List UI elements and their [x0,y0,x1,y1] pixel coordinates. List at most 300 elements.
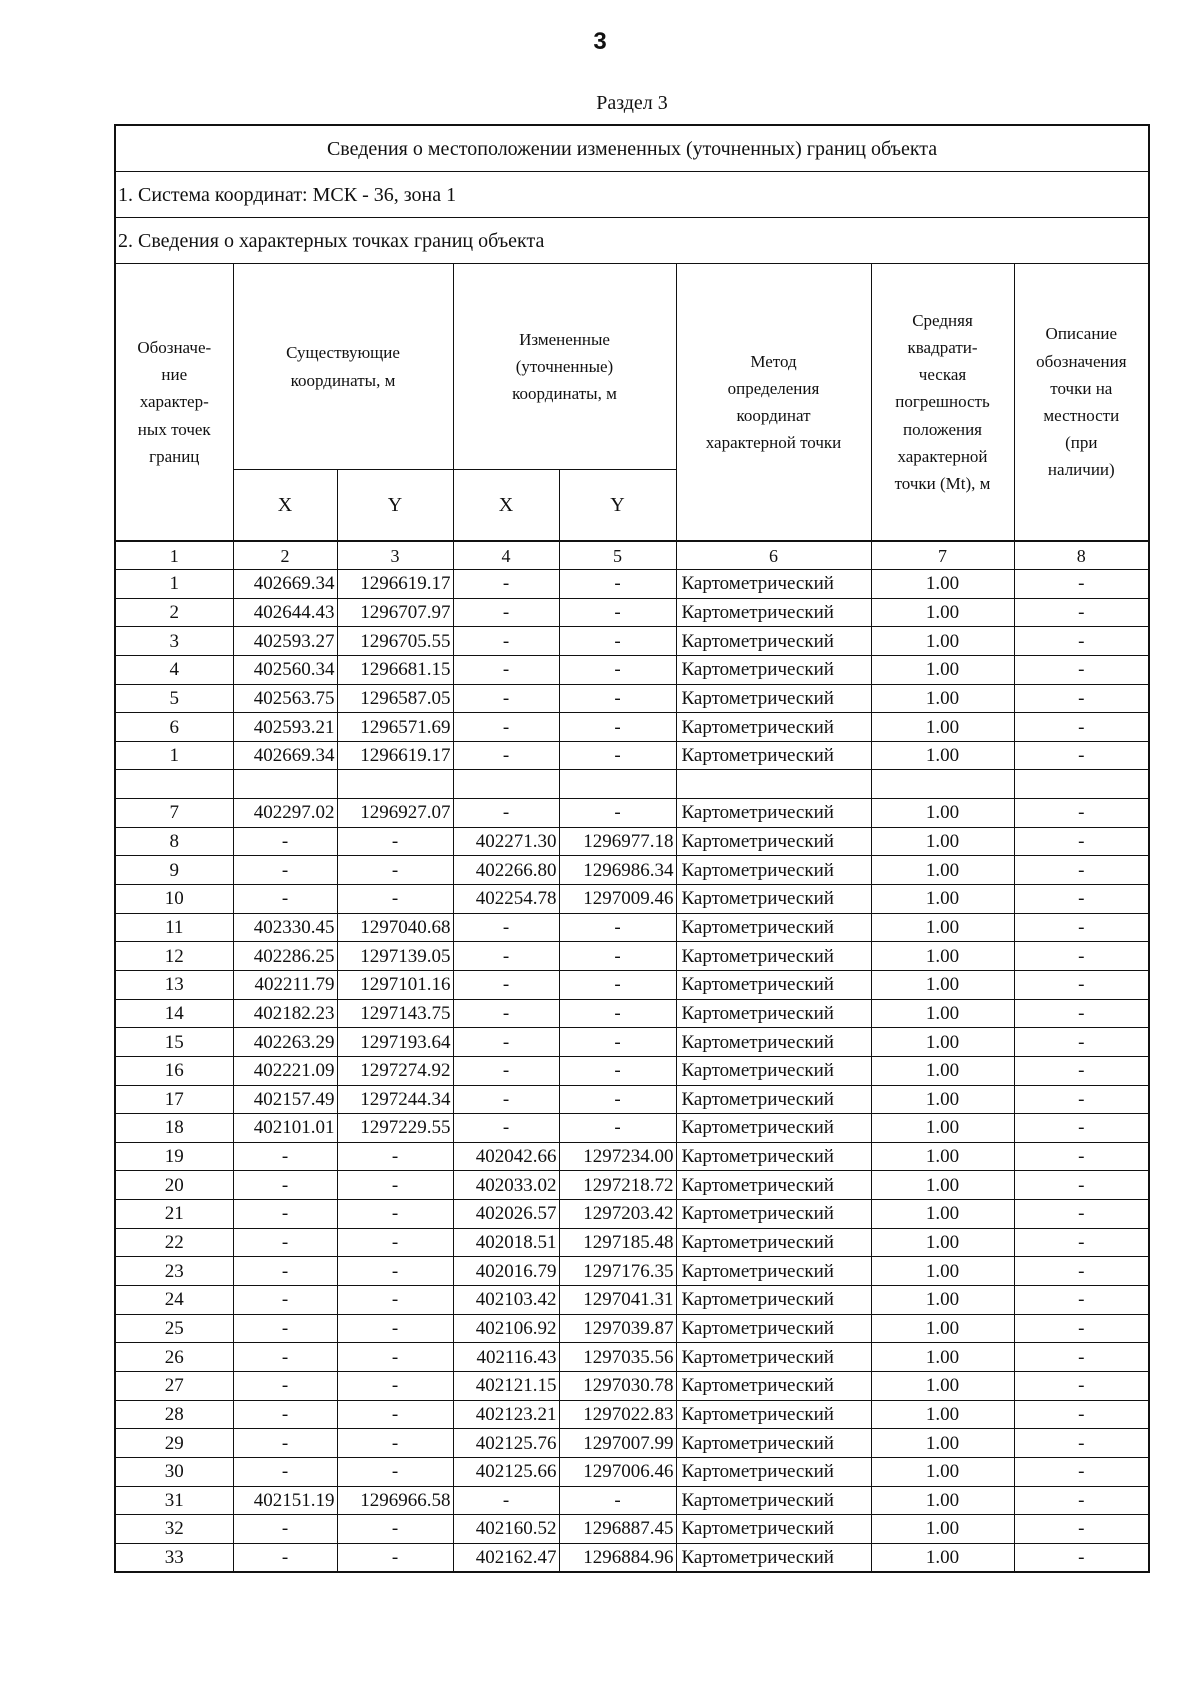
table-row [115,1515,1149,1544]
error-cell: 1.00 [871,999,1014,1028]
existing-x-cell: - [233,827,337,856]
table-row [115,1114,1149,1143]
changed-x-cell: 402160.52 [453,1515,559,1544]
point-id-cell: 17 [115,1085,233,1114]
header-changed-y: Y [559,470,676,542]
changed-y-cell: 1297176.35 [559,1257,676,1286]
section-title: Раздел 3 [596,92,668,114]
error-cell: 1.00 [871,1228,1014,1257]
point-id-cell: 28 [115,1400,233,1429]
description-cell: - [1014,1543,1149,1572]
changed-y-cell: 1297218.72 [559,1171,676,1200]
error-cell: 1.00 [871,1257,1014,1286]
changed-y-cell: 1297234.00 [559,1142,676,1171]
existing-x-cell: - [233,1228,337,1257]
point-id-cell: 21 [115,1200,233,1229]
table-row [115,1056,1149,1085]
changed-x-cell: - [453,913,559,942]
point-id-cell: 1 [115,570,233,599]
header-point-designation: Обозначе- ние характер- ных точек границ [115,264,233,542]
error-cell: 1.00 [871,799,1014,828]
method-cell: Картометрический [676,1028,871,1057]
description-cell: - [1014,1142,1149,1171]
existing-y-cell [337,770,453,799]
existing-x-cell: 402563.75 [233,684,337,713]
existing-y-cell: 1297143.75 [337,999,453,1028]
error-cell [871,770,1014,799]
existing-y-cell: - [337,1142,453,1171]
changed-x-cell: 402106.92 [453,1314,559,1343]
description-cell: - [1014,1200,1149,1229]
point-id-cell: 27 [115,1371,233,1400]
method-cell [676,770,871,799]
method-cell: Картометрический [676,1343,871,1372]
description-cell: - [1014,713,1149,742]
method-cell: Картометрический [676,1142,871,1171]
method-cell: Картометрический [676,1314,871,1343]
table-row [115,627,1149,656]
changed-y-cell: - [559,684,676,713]
changed-y-cell: - [559,913,676,942]
existing-x-cell: - [233,1457,337,1486]
header-changed-x: X [453,470,559,542]
table-row [115,1371,1149,1400]
existing-x-cell: - [233,856,337,885]
method-cell: Картометрический [676,1228,871,1257]
existing-x-cell: - [233,1142,337,1171]
point-id-cell: 20 [115,1171,233,1200]
point-id-cell: 16 [115,1056,233,1085]
changed-x-cell: 402018.51 [453,1228,559,1257]
method-cell: Картометрический [676,885,871,914]
changed-y-cell: 1297039.87 [559,1314,676,1343]
changed-x-cell: - [453,799,559,828]
changed-x-cell: 402042.66 [453,1142,559,1171]
changed-y-cell: - [559,1028,676,1057]
table-row [115,770,1149,799]
point-id-cell: 5 [115,684,233,713]
table-row [115,885,1149,914]
table-row [115,1200,1149,1229]
changed-y-cell: - [559,1056,676,1085]
changed-x-cell: 402162.47 [453,1543,559,1572]
description-cell: - [1014,1343,1149,1372]
error-cell: 1.00 [871,1515,1014,1544]
point-id-cell: 3 [115,627,233,656]
table-row [115,913,1149,942]
existing-y-cell: - [337,1171,453,1200]
method-cell: Картометрический [676,970,871,999]
existing-y-cell: 1296705.55 [337,627,453,656]
coord-system-row: 1. Система координат: МСК - 36, зона 1 [115,172,1149,218]
existing-x-cell: - [233,1543,337,1572]
existing-y-cell: - [337,827,453,856]
page-number: 3 [593,28,607,55]
existing-x-cell: - [233,885,337,914]
points-section-title: 2. Сведения о характерных точках границ объекта [115,218,1149,264]
existing-y-cell: 1297139.05 [337,942,453,971]
existing-y-cell: 1297040.68 [337,913,453,942]
existing-x-cell: - [233,1286,337,1315]
existing-x-cell: 402151.19 [233,1486,337,1515]
changed-x-cell: - [453,1028,559,1057]
error-cell: 1.00 [871,1028,1014,1057]
changed-y-cell: - [559,999,676,1028]
point-id-cell: 30 [115,1457,233,1486]
changed-y-cell: 1297035.56 [559,1343,676,1372]
method-cell: Картометрический [676,655,871,684]
point-id-cell: 11 [115,913,233,942]
table-row [115,1400,1149,1429]
column-number: 1 [115,541,233,570]
error-cell: 1.00 [871,856,1014,885]
changed-x-cell: - [453,713,559,742]
existing-y-cell: - [337,1314,453,1343]
description-cell: - [1014,885,1149,914]
description-cell: - [1014,684,1149,713]
column-number: 8 [1014,541,1149,570]
changed-y-cell [559,770,676,799]
existing-x-cell: - [233,1400,337,1429]
changed-y-cell: 1297022.83 [559,1400,676,1429]
error-cell: 1.00 [871,885,1014,914]
existing-x-cell: 402211.79 [233,970,337,999]
existing-x-cell: 402297.02 [233,799,337,828]
changed-y-cell: 1297203.42 [559,1200,676,1229]
header-existing-x: X [233,470,337,542]
table-row [115,684,1149,713]
description-cell: - [1014,1486,1149,1515]
column-number: 6 [676,541,871,570]
description-cell: - [1014,1085,1149,1114]
description-cell: - [1014,1314,1149,1343]
existing-x-cell: - [233,1515,337,1544]
method-cell: Картометрический [676,1171,871,1200]
header-existing-coordinates: Существующие координаты, м [233,264,453,470]
table-row [115,799,1149,828]
description-cell: - [1014,627,1149,656]
error-cell: 1.00 [871,627,1014,656]
error-cell: 1.00 [871,1200,1014,1229]
existing-y-cell: - [337,1286,453,1315]
existing-x-cell: - [233,1200,337,1229]
description-cell: - [1014,1400,1149,1429]
description-cell: - [1014,856,1149,885]
existing-y-cell: - [337,1515,453,1544]
existing-y-cell: - [337,1257,453,1286]
existing-x-cell: 402221.09 [233,1056,337,1085]
point-id-cell: 33 [115,1543,233,1572]
table-row [115,827,1149,856]
changed-y-cell: - [559,970,676,999]
existing-y-cell: 1296927.07 [337,799,453,828]
point-id-cell: 32 [115,1515,233,1544]
changed-x-cell: - [453,970,559,999]
existing-x-cell: 402263.29 [233,1028,337,1057]
error-cell: 1.00 [871,1171,1014,1200]
error-cell: 1.00 [871,1286,1014,1315]
table-row [115,1286,1149,1315]
changed-x-cell: 402103.42 [453,1286,559,1315]
existing-x-cell: 402560.34 [233,655,337,684]
changed-y-cell: 1296977.18 [559,827,676,856]
error-cell: 1.00 [871,741,1014,770]
changed-x-cell: 402123.21 [453,1400,559,1429]
changed-x-cell: 402116.43 [453,1343,559,1372]
changed-y-cell: - [559,799,676,828]
table-row [115,655,1149,684]
changed-y-cell: - [559,598,676,627]
table-title: Сведения о местоположении измененных (уточненных) границ объекта [115,125,1149,172]
point-id-cell: 23 [115,1257,233,1286]
point-id-cell: 13 [115,970,233,999]
changed-y-cell: - [559,1114,676,1143]
method-cell: Картометрический [676,1457,871,1486]
table-row [115,1228,1149,1257]
error-cell: 1.00 [871,1457,1014,1486]
changed-x-cell: 402033.02 [453,1171,559,1200]
changed-y-cell: - [559,570,676,599]
point-id-cell: 29 [115,1429,233,1458]
description-cell: - [1014,799,1149,828]
error-cell: 1.00 [871,713,1014,742]
description-cell: - [1014,1056,1149,1085]
existing-x-cell: 402182.23 [233,999,337,1028]
description-cell: - [1014,1429,1149,1458]
existing-x-cell: 402157.49 [233,1085,337,1114]
description-cell [1014,770,1149,799]
error-cell: 1.00 [871,827,1014,856]
existing-y-cell: - [337,856,453,885]
existing-y-cell: 1296587.05 [337,684,453,713]
changed-x-cell: - [453,598,559,627]
description-cell: - [1014,1228,1149,1257]
table-row [115,1343,1149,1372]
method-cell: Картометрический [676,684,871,713]
changed-x-cell: - [453,684,559,713]
changed-y-cell: - [559,1085,676,1114]
table-row [115,856,1149,885]
changed-y-cell: 1297185.48 [559,1228,676,1257]
existing-y-cell: 1296681.15 [337,655,453,684]
changed-x-cell: - [453,1085,559,1114]
method-cell: Картометрический [676,1200,871,1229]
column-number: 4 [453,541,559,570]
existing-y-cell: - [337,885,453,914]
changed-y-cell: - [559,655,676,684]
method-cell: Картометрический [676,1286,871,1315]
description-cell: - [1014,999,1149,1028]
table-row [115,570,1149,599]
method-cell: Картометрический [676,942,871,971]
existing-x-cell: 402330.45 [233,913,337,942]
column-number-row [115,541,1149,570]
column-number: 2 [233,541,337,570]
changed-y-cell: 1297007.99 [559,1429,676,1458]
error-cell: 1.00 [871,942,1014,971]
existing-y-cell: - [337,1543,453,1572]
existing-y-cell: - [337,1400,453,1429]
column-number: 7 [871,541,1014,570]
changed-x-cell: - [453,1114,559,1143]
changed-y-cell: 1297009.46 [559,885,676,914]
changed-x-cell: - [453,655,559,684]
description-cell: - [1014,655,1149,684]
existing-y-cell: 1296571.69 [337,713,453,742]
existing-y-cell: - [337,1343,453,1372]
existing-y-cell: 1297229.55 [337,1114,453,1143]
error-cell: 1.00 [871,1543,1014,1572]
description-cell: - [1014,1171,1149,1200]
header-changed-coordinates: Измененные (уточненные) координаты, м [453,264,676,470]
existing-y-cell: - [337,1371,453,1400]
description-cell: - [1014,741,1149,770]
error-cell: 1.00 [871,598,1014,627]
table-row [115,942,1149,971]
point-id-cell: 15 [115,1028,233,1057]
changed-y-cell: 1296986.34 [559,856,676,885]
table-row [115,1543,1149,1572]
method-cell: Картометрический [676,570,871,599]
table-row [115,1028,1149,1057]
existing-y-cell: 1296966.58 [337,1486,453,1515]
existing-x-cell: 402593.21 [233,713,337,742]
error-cell: 1.00 [871,1085,1014,1114]
column-number: 3 [337,541,453,570]
description-cell: - [1014,570,1149,599]
changed-y-cell: - [559,741,676,770]
changed-y-cell: - [559,627,676,656]
changed-x-cell: 402016.79 [453,1257,559,1286]
description-cell: - [1014,913,1149,942]
changed-y-cell: - [559,942,676,971]
method-cell: Картометрический [676,1371,871,1400]
existing-x-cell: - [233,1371,337,1400]
changed-x-cell: 402266.80 [453,856,559,885]
existing-y-cell: - [337,1457,453,1486]
table-row [115,1142,1149,1171]
description-cell: - [1014,1286,1149,1315]
point-id-cell: 6 [115,713,233,742]
changed-x-cell: - [453,570,559,599]
changed-y-cell: 1297006.46 [559,1457,676,1486]
method-cell: Картометрический [676,1429,871,1458]
header-existing-y: Y [337,470,453,542]
point-id-cell: 10 [115,885,233,914]
method-cell: Картометрический [676,1543,871,1572]
header-description: Описание обозначения точки на местности (при наличии) [1014,264,1149,542]
point-id-cell: 26 [115,1343,233,1372]
changed-x-cell: - [453,627,559,656]
changed-x-cell: 402026.57 [453,1200,559,1229]
existing-x-cell [233,770,337,799]
method-cell: Картометрический [676,999,871,1028]
error-cell: 1.00 [871,570,1014,599]
method-cell: Картометрический [676,598,871,627]
existing-x-cell: 402593.27 [233,627,337,656]
existing-x-cell: 402286.25 [233,942,337,971]
description-cell: - [1014,942,1149,971]
method-cell: Картометрический [676,827,871,856]
existing-y-cell: 1297193.64 [337,1028,453,1057]
description-cell: - [1014,1515,1149,1544]
method-cell: Картометрический [676,1400,871,1429]
error-cell: 1.00 [871,1056,1014,1085]
description-cell: - [1014,598,1149,627]
error-cell: 1.00 [871,1314,1014,1343]
changed-y-cell: - [559,1486,676,1515]
existing-y-cell: - [337,1200,453,1229]
changed-x-cell: - [453,1486,559,1515]
changed-y-cell: - [559,713,676,742]
description-cell: - [1014,1371,1149,1400]
table-row [115,1085,1149,1114]
changed-x-cell: 402125.66 [453,1457,559,1486]
error-cell: 1.00 [871,1343,1014,1372]
point-id-cell: 9 [115,856,233,885]
method-cell: Картометрический [676,856,871,885]
method-cell: Картометрический [676,799,871,828]
description-cell: - [1014,1028,1149,1057]
error-cell: 1.00 [871,684,1014,713]
existing-x-cell: 402669.34 [233,570,337,599]
error-cell: 1.00 [871,1142,1014,1171]
existing-x-cell: - [233,1343,337,1372]
method-cell: Картометрический [676,1085,871,1114]
point-id-cell: 1 [115,741,233,770]
table-row [115,741,1149,770]
description-cell: - [1014,1257,1149,1286]
table-row [115,1171,1149,1200]
error-cell: 1.00 [871,1486,1014,1515]
point-id-cell: 22 [115,1228,233,1257]
point-id-cell: 24 [115,1286,233,1315]
error-cell: 1.00 [871,1371,1014,1400]
point-id-cell: 7 [115,799,233,828]
error-cell: 1.00 [871,1400,1014,1429]
error-cell: 1.00 [871,1429,1014,1458]
description-cell: - [1014,1114,1149,1143]
changed-x-cell: 402271.30 [453,827,559,856]
changed-x-cell: - [453,741,559,770]
existing-x-cell: 402669.34 [233,741,337,770]
changed-x-cell: 402125.76 [453,1429,559,1458]
point-id-cell: 2 [115,598,233,627]
table-row [115,1257,1149,1286]
table-row [115,970,1149,999]
method-cell: Картометрический [676,913,871,942]
method-cell: Картометрический [676,627,871,656]
method-cell: Картометрический [676,1257,871,1286]
method-cell: Картометрический [676,713,871,742]
header-error: Средняя квадрати- ческая погрешность положения характерной точки (Mt), м [871,264,1014,542]
existing-x-cell: - [233,1171,337,1200]
existing-x-cell: - [233,1257,337,1286]
existing-x-cell: 402101.01 [233,1114,337,1143]
method-cell: Картометрический [676,1056,871,1085]
table-row [115,598,1149,627]
table-row [115,713,1149,742]
error-cell: 1.00 [871,970,1014,999]
error-cell: 1.00 [871,655,1014,684]
changed-y-cell: 1297030.78 [559,1371,676,1400]
changed-y-cell: 1297041.31 [559,1286,676,1315]
existing-y-cell: 1296619.17 [337,741,453,770]
changed-y-cell: 1296884.96 [559,1543,676,1572]
point-id-cell: 25 [115,1314,233,1343]
point-id-cell: 14 [115,999,233,1028]
error-cell: 1.00 [871,913,1014,942]
